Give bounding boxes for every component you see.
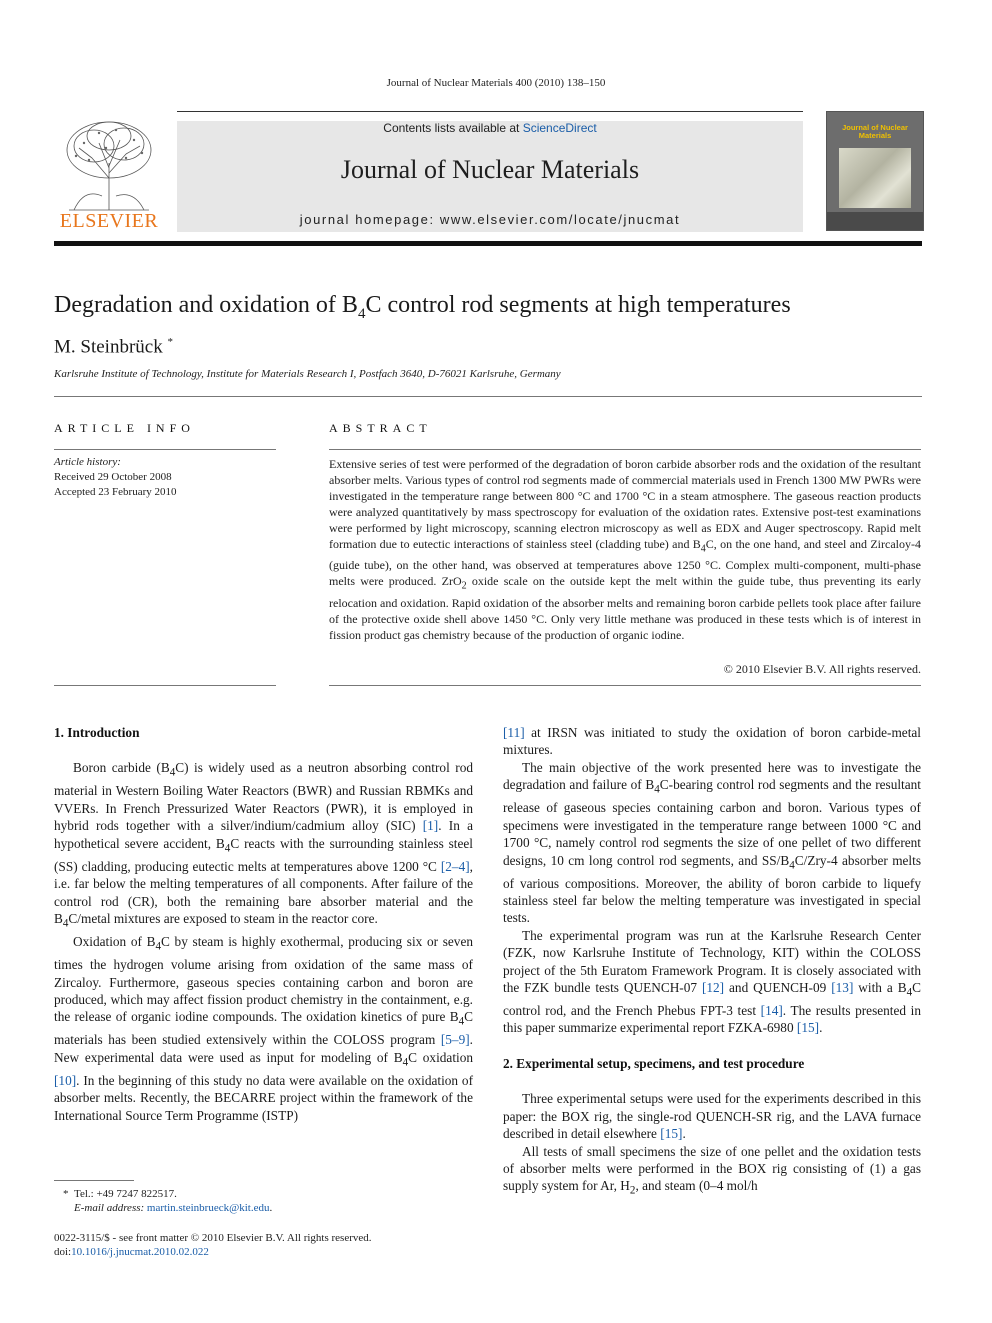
title-subscript: 4: [357, 305, 366, 322]
citation-link[interactable]: [15]: [796, 1020, 820, 1036]
journal-homepage[interactable]: journal homepage: www.elsevier.com/locate/jnucmat: [299, 212, 681, 227]
citation-link[interactable]: [11]: [503, 725, 525, 740]
text: . New experimental data were used as input for modeling of B: [54, 1032, 473, 1065]
citation-link[interactable]: [1]: [422, 818, 439, 834]
history-label: Article history:: [54, 456, 121, 468]
journal-reference: Journal of Nuclear Materials 400 (2010) 138–150: [386, 77, 606, 89]
footnote-email-line: [54, 1201, 272, 1215]
article-info-label: ARTICLE INFO: [54, 421, 195, 435]
left-column: [54, 724, 473, 1124]
text: , i.e. far below the melting temperatures of all components. After failure of the control rod (CR), both the remaining bare absorber material and the B: [54, 858, 473, 926]
intro-paragraph-3: [503, 759, 921, 927]
elsevier-wordmark: ELSEVIER: [59, 210, 159, 232]
text: C) is widely used as a neutron absorbing control rod material in Western Boiling Water Reactors (BWR) and Russian RBMKs and VVERs. In French Pressurized Water Reactors (PWR), it is employed in hybrid rods together with a silver/indium/cadmium alloy (SIC): [54, 760, 473, 834]
section2-paragraph-2: [503, 1143, 921, 1201]
subscript: 4: [789, 859, 795, 872]
cover-image: [839, 148, 911, 208]
author-text: M. Steinbrück: [54, 336, 163, 358]
header-top-rule: [177, 111, 803, 112]
article-title: [54, 292, 791, 323]
citation-link[interactable]: [5–9]: [440, 1032, 470, 1048]
article-history: [54, 455, 177, 500]
abstract-subscript-2: 2: [461, 580, 467, 592]
footnote-tel-line: [54, 1187, 272, 1201]
section-heading-experimental: 2. Experimental setup, specimens, and test procedure: [503, 1055, 805, 1071]
sciencedirect-link[interactable]: ScienceDirect: [522, 121, 597, 135]
citation-link[interactable]: [12]: [701, 980, 725, 995]
subscript: 4: [402, 1056, 409, 1069]
subscript: 2: [629, 1184, 636, 1197]
text: at IRSN was initiated to study the oxidation of boron carbide-metal mixtures.: [503, 725, 921, 758]
email-end: .: [269, 1202, 273, 1214]
citation-link[interactable]: [13]: [831, 980, 854, 995]
footnote-rule: [54, 1180, 134, 1181]
cover-footer-band: [827, 212, 923, 230]
citation-link[interactable]: [2–4]: [440, 858, 470, 874]
doi-link[interactable]: 10.1016/j.jnucmat.2010.02.022: [71, 1246, 209, 1258]
abstract-part-3: oxide scale on the outside kept the melt within the guide tube, thus preventing its early relocation and oxidation. Rapid oxidation of the absorber melts and remaining boron carbide pellets took place after failure of the protective oxide shell above 1450 °C. Only very little methane was produced in these tests which is of interest in fission product gas chemistry because of the production of organic iodine.: [329, 574, 922, 642]
section-heading-introduction: 1. Introduction: [54, 725, 140, 740]
text: . The results presented in this paper summarize experimental report FZKA-6980: [503, 1003, 922, 1036]
intro-paragraph-1: [54, 759, 473, 933]
text: Three experimental setups were used for the experiments described in this paper: the BOX rig, the single-rod QUENCH-SR rig, and the LAVA furnace described in detail elsewhere: [503, 1091, 921, 1142]
abstract-copyright: © 2010 Elsevier B.V. All rights reserved.: [723, 662, 921, 676]
footnote: [54, 1187, 272, 1215]
contents-line: [177, 121, 803, 135]
abstract-subscript-4: 4: [700, 543, 706, 555]
text: with a B: [853, 980, 907, 995]
text: C reacts with the surrounding stainless steel (SS) cladding, producing eutectic melts at temperatures above 1200 °C: [54, 835, 473, 874]
text: and QUENCH-09: [724, 980, 832, 995]
abstract-rule: [329, 449, 921, 450]
text: C by steam is highly exothermal, producing six or seven times the hydrogen volume arising from oxidation of the same mass of Zircaloy. Furthermore, gaseous species containing carbon and boron are produced, which may affect fission product chemistry in the containment, e.g. the release of organic iodine compounds. The oxidation kinetics of pure B: [54, 934, 473, 1025]
footnote-tel: Tel.: +49 7247 822517.: [74, 1188, 177, 1200]
citation-link[interactable]: [14]: [760, 1003, 783, 1019]
text: The experimental program was run at the Karlsruhe Research Center (FZK, now Karlsruhe Institute of Technology, KIT) within the COLOSS project of the 5th Euratom Framework Program. It is closely associated with the FZK bundle tests QUENCH-07: [503, 927, 921, 995]
abstract-part-1: Extensive series of test were performed of the degradation of boron carbide absorber rods and the oxidation of the resultant absorber melts. Various types of control rod segments made of commercial materials used in French 1300 MW PWRs were investigated in the temperature range between 800 °C and 1700 °C in a steam atmosphere. The gaseous reaction products were analyzed quantitatively by mass spectroscopy for evaluation of the oxidation rates. Extensive post-test examinations were performed by light microscopy, scanning electron microscopy as well as EDX and Auger spectroscopy. Rapid melt formation due to eutectic interactions of stainless steel (cladding tube) and B: [329, 457, 921, 551]
right-column: [503, 724, 921, 1200]
text: The main objective of the work presented here was to investigate the degradation and failure of B: [503, 759, 921, 793]
accepted-date: Accepted 23 February 2010: [54, 486, 177, 498]
text: Boron carbide (B: [73, 760, 170, 776]
front-matter-line: 0022-3115/$ - see front matter © 2010 Elsevier B.V. All rights reserved.: [54, 1232, 372, 1244]
text: . In the beginning of this study no data were available on the oxidation of absorber melts. Recently, the BECARRE project within the framework of the International Source Term Programme (ISTP): [54, 1072, 473, 1123]
subscript: 4: [169, 767, 176, 780]
intro-paragraph-2: [54, 933, 473, 1124]
intro-paragraph-4: [503, 927, 921, 1037]
article-info-bottom-rule: [54, 685, 276, 686]
email-link[interactable]: martin.steinbrueck@kit.edu: [146, 1202, 270, 1214]
text: C control rod, and the French Phebus FPT-3 test: [503, 980, 921, 1019]
text: C materials has been studied extensively within the COLOSS program: [54, 1009, 473, 1048]
footnote-mark: *: [63, 1188, 69, 1200]
subscript: 4: [62, 917, 69, 930]
text: , and steam (0–4 mol/h: [635, 1178, 758, 1194]
abstract-part-2: C, on the one hand, and steel and Zircaloy-4 (guide tube), on the other hand, was observed at temperatures above 1250 °C. Complex multi-component, multi-phase melts were produced. ZrO: [329, 537, 921, 589]
abstract-text: [329, 456, 921, 643]
citation-link[interactable]: [10]: [54, 1072, 77, 1088]
text: .: [682, 1126, 686, 1142]
citation-link[interactable]: [15]: [660, 1126, 683, 1142]
journal-cover-thumbnail[interactable]: [826, 111, 924, 231]
abstract-bottom-rule: [329, 685, 921, 686]
section2-paragraph-1: [503, 1090, 921, 1142]
cover-title: Journal of Nuclear Materials: [842, 123, 908, 140]
header-thick-rule: [54, 241, 922, 246]
received-date: Received 29 October 2008: [54, 471, 172, 483]
journal-title: Journal of Nuclear Materials: [340, 155, 640, 184]
title-separator: [54, 396, 922, 397]
intro-paragraph-2-continued: [503, 724, 921, 759]
elsevier-logo[interactable]: [54, 118, 164, 233]
text: C/Zry-4 absorber melts of various compositions. Moreover, the ability of boron carbide to liquefy stainless steel far below the melting temperature was investigated in special tests.: [503, 852, 921, 926]
author-name[interactable]: [54, 336, 173, 358]
author-affiliation: Karlsruhe Institute of Technology, Institute for Materials Research I, Postfach 3640, D-76021 Karlsruhe, Germany: [54, 368, 561, 380]
doi-line: [54, 1245, 372, 1259]
article-info-rule: [54, 449, 276, 450]
subscript: 4: [458, 1015, 465, 1028]
abstract-label: ABSTRACT: [329, 421, 432, 435]
title-text-b: C control rod segments at high temperatures: [365, 292, 791, 318]
contents-prefix: Contents lists available at: [383, 121, 523, 135]
elsevier-tree-icon: [54, 118, 164, 213]
title-text-a: Degradation and oxidation of B: [54, 292, 358, 318]
subscript: 4: [155, 940, 162, 953]
text: Oxidation of B: [73, 934, 156, 950]
front-matter: [54, 1231, 372, 1259]
email-label: E-mail address:: [74, 1202, 145, 1214]
text: C-bearing control rod segments and the resultant release of gaseous species containing carbon and boron. Various types of specimens were investigated in the temperature range between 1000 °C and 1700 °C, namely control rod segments the size of one pellet of two different designs, 10 cm long control rod segments, and SS/B: [503, 777, 921, 868]
text: . In a hypothetical severe accident, B: [54, 818, 473, 851]
text: All tests of small specimens the size of one pellet and the oxidation tests of absorber melts were performed in the BOX rig consisting of (1) a gas supply system for Ar, H: [503, 1143, 921, 1194]
subscript: 4: [654, 783, 660, 796]
subscript: 4: [224, 842, 231, 855]
subscript: 4: [906, 986, 913, 999]
doi-label: doi:: [54, 1246, 72, 1258]
text: C/metal mixtures are exposed to steam in the reactor core.: [68, 910, 378, 926]
text: C oxidation: [408, 1049, 473, 1065]
corresponding-author-mark[interactable]: *: [167, 336, 173, 348]
text: .: [819, 1020, 823, 1036]
